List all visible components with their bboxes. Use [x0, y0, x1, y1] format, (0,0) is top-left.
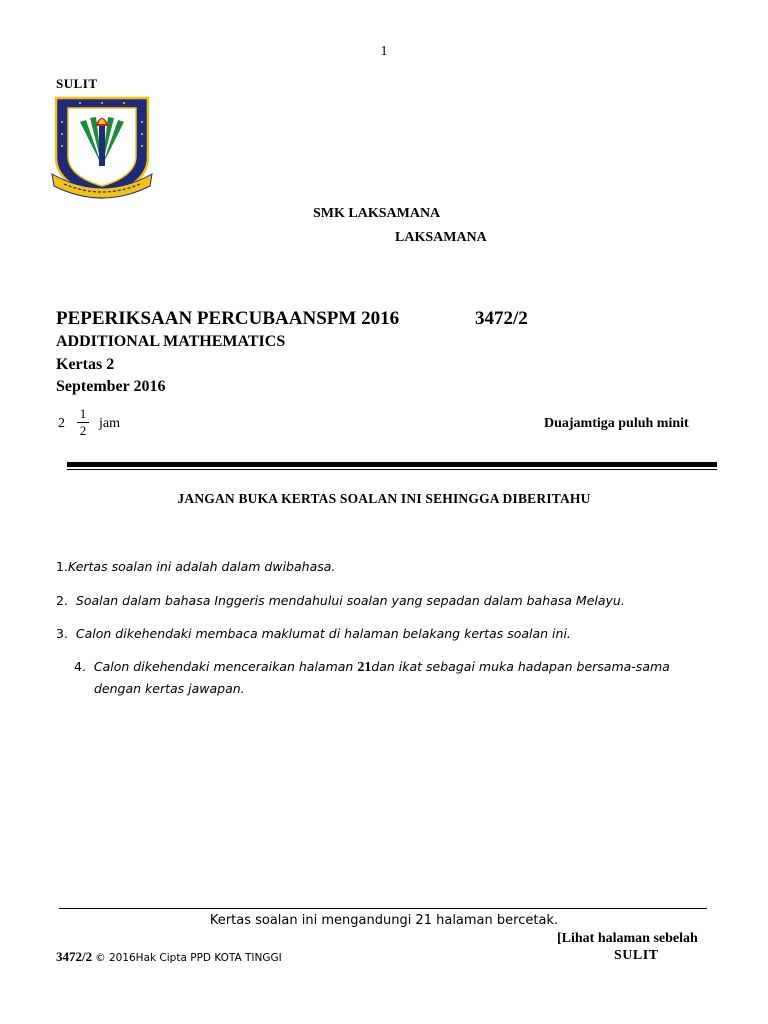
instruction-page-number: 21 — [357, 660, 372, 675]
footer-divider — [59, 908, 707, 909]
header-divider-thin — [67, 469, 717, 470]
instruction-number: 4. — [74, 659, 86, 674]
school-name: SMK LAKSAMANA — [313, 206, 441, 221]
school-location: LAKSAMANA — [395, 230, 487, 245]
footer-copyright: © 2016Hak Cipta PPD KOTA TINGGI — [95, 952, 282, 964]
footer-code-line — [56, 949, 282, 965]
instruction-1 — [56, 559, 335, 574]
instruction-number: 3. — [56, 626, 68, 641]
instruction-text: Soalan dalam bahasa Inggeris mendahului soalan yang sepadan dalam bahasa Melayu. — [75, 593, 625, 608]
duration-denominator: 2 — [79, 423, 87, 438]
page-number: 1 — [380, 44, 388, 59]
instruction-4-continued: dengan kertas jawapan. — [94, 681, 245, 696]
instruction-text: Calon dikehendaki menceraikan halaman — [93, 659, 358, 674]
duration-in-words: Duajamtiga puluh minit — [544, 416, 689, 431]
exam-paper: Kertas 2 — [56, 356, 115, 373]
header-divider-thick — [67, 462, 717, 467]
instruction-text: dan ikat sebagai muka hadapan bersama-sama — [371, 659, 670, 674]
footer-next-page: [Lihat halaman sebelah — [557, 931, 698, 946]
footer-page-count: Kertas soalan ini mengandungi 21 halaman bercetak. — [209, 913, 559, 928]
instruction-text: Kertas soalan ini adalah dalam dwibahasa. — [67, 559, 336, 574]
instruction-number: 2. — [56, 593, 68, 608]
sulit-label-top: SULIT — [56, 76, 98, 91]
footer-code: 3472/2 — [56, 949, 93, 964]
exam-code: 3472/2 — [475, 308, 528, 329]
exam-month: September 2016 — [56, 378, 166, 395]
instruction-3 — [56, 626, 571, 641]
sulit-label-bottom: SULIT — [614, 948, 659, 963]
instruction-2 — [56, 593, 625, 608]
duration-numerator: 1 — [79, 406, 87, 421]
school-crest-logo — [50, 92, 154, 204]
instruction-4 — [74, 659, 670, 676]
exam-subject: ADDITIONAL MATHEMATICS — [56, 333, 286, 350]
instruction-text: Calon dikehendaki membaca maklumat di halaman belakang kertas soalan ini. — [75, 626, 571, 641]
exam-title: PEPERIKSAAN PERCUBAANSPM 2016 — [56, 308, 400, 329]
instruction-number: 1. — [56, 559, 68, 574]
duration-whole: 2 — [58, 416, 65, 431]
duration-unit: jam — [99, 416, 120, 431]
duration-fraction — [76, 406, 90, 439]
warning-notice: JANGAN BUKA KERTAS SOALAN INI SEHINGGA DIBERITAHU — [177, 491, 591, 506]
